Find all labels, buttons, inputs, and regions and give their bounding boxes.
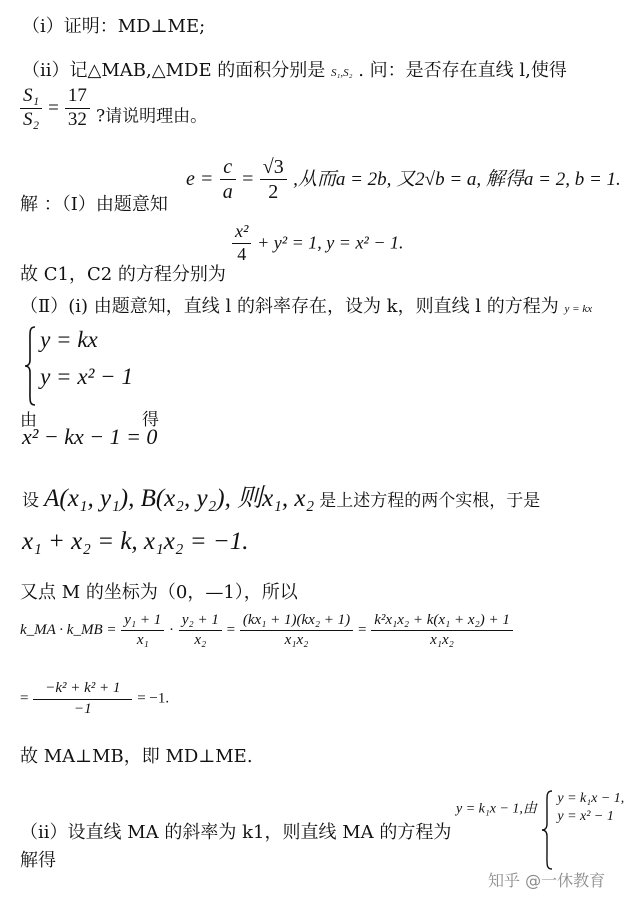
kma-f3-num: (kx₁ + 1)(kx₂ + 1) xyxy=(240,612,353,631)
part2i-text: （Ⅱ）(i) 由题意知，直线 l 的斜率存在，设为 k，则直线 l 的方程为 xyxy=(20,296,559,317)
slope-product-line xyxy=(20,612,513,648)
kma-f3-den: x₁x₂ xyxy=(284,631,309,648)
part2-statement xyxy=(22,56,567,82)
e-root-frac xyxy=(260,156,287,203)
jiede: 解得 xyxy=(20,850,56,871)
ratio-line xyxy=(20,86,207,131)
ratio-eq: = xyxy=(48,97,59,119)
ratio-fraction xyxy=(20,86,42,131)
part2-s1s2: S₁,S₂ xyxy=(331,67,353,79)
sys1-brace-group xyxy=(24,326,133,392)
sys2-brace-group xyxy=(541,790,624,825)
e-root-den: 2 xyxy=(268,181,279,203)
res-num: −k² + k² + 1 xyxy=(33,680,132,700)
kma-frac-2 xyxy=(179,612,222,648)
ratio-val-num: 17 xyxy=(65,86,90,109)
left-brace-icon xyxy=(24,326,36,406)
system-1 xyxy=(20,326,159,430)
perpendicular-conclusion: 故 MA⊥MB，即 MD⊥ME. xyxy=(20,746,253,767)
slope-product-result xyxy=(20,680,169,717)
set-suffix: 是上述方程的两个实根，于是 xyxy=(319,491,541,511)
c-equations xyxy=(232,222,403,265)
kma-f4-den: x₁x₂ xyxy=(430,631,454,648)
e-root-num: √3 xyxy=(260,156,287,180)
sys1-de: 得 xyxy=(142,410,160,431)
kma-eq-2: = xyxy=(357,622,367,638)
watermark: 知乎 @一休教育 xyxy=(488,871,606,890)
sys2-row2: y = x² − 1 xyxy=(557,808,614,824)
c-eq-prefix: 故 C1，C2 的方程分别为 xyxy=(20,264,226,285)
sys2-row1: y = k₁x − 1, xyxy=(557,791,625,806)
kma-eq-1: = xyxy=(226,622,236,638)
c-eq-frac-num: x² xyxy=(232,222,251,244)
kma-f1-den: x₁ xyxy=(136,631,149,648)
m-coordinate: 又点 M 的坐标为（0，—1），所以 xyxy=(20,582,298,603)
part2ii-statement: （ii）设直线 MA 的斜率为 k1，则直线 MA 的方程为 xyxy=(20,822,452,843)
left-brace-icon xyxy=(541,790,553,870)
ratio-value-fraction xyxy=(65,86,90,131)
kma-frac-3 xyxy=(240,612,353,648)
part2i-line: y = kx xyxy=(564,303,593,315)
ratio-tail: ?请说明理由。 xyxy=(95,106,208,127)
kma-dot: · xyxy=(169,622,175,638)
e-eq: = xyxy=(242,168,254,190)
kma-lhs: k_MA · k_MB = xyxy=(20,622,117,638)
res-den: −1 xyxy=(74,700,92,717)
part2-statement-b: . 问：是否存在直线 l,使得 xyxy=(358,60,567,81)
part1-statement: （i）证明：MD⊥ME; xyxy=(22,16,206,37)
kma-f2-num: y₂ + 1 xyxy=(179,612,222,631)
sys1-row2: y = x² − 1 xyxy=(40,363,133,389)
c-eq-frac xyxy=(232,222,251,265)
part2i-statement xyxy=(20,292,592,318)
set-points: A(x₁, y₁), B(x₂, y₂), 则x₁, x₂ xyxy=(44,485,315,512)
c-eq-frac-den: 4 xyxy=(237,243,247,264)
set-prefix: 设 xyxy=(22,491,39,511)
part2-statement-a: （ii）记△MAB,△MDE 的面积分别是 xyxy=(22,60,326,81)
kma-f4-num: k²x₁x₂ + k(x₁ + x₂) + 1 xyxy=(371,612,513,631)
solution-label: 解 ：（Ⅰ）由题意知 xyxy=(20,194,168,215)
ma-line-system xyxy=(456,790,624,825)
kma-frac-4 xyxy=(371,612,513,648)
quadratic-equation: x² − kx − 1 = 0 xyxy=(22,424,158,449)
p2ii-line: y = k₁x − 1,由 xyxy=(456,801,537,817)
e-equation xyxy=(186,156,621,203)
vieta-formulas: x₁ + x₂ = k, x₁x₂ = −1. xyxy=(22,528,249,555)
sys1-you: 由 xyxy=(20,410,37,431)
kma-f1-num: y₁ + 1 xyxy=(121,612,164,631)
res-frac xyxy=(33,680,132,717)
e-frac xyxy=(220,156,236,203)
sys1-row1: y = kx xyxy=(40,327,98,352)
e-lhs: e = xyxy=(186,168,214,190)
res-eq: = xyxy=(20,690,29,707)
kma-f2-den: x₂ xyxy=(194,631,207,648)
kma-frac-1 xyxy=(121,612,164,648)
c-eq-rest: + y² = 1, y = x² − 1. xyxy=(257,232,404,253)
ratio-num: S₁ xyxy=(20,86,42,109)
e-frac-num: c xyxy=(220,156,236,180)
ratio-den: S₂ xyxy=(23,108,40,130)
e-rest: ,从而a = 2b, 又2√b = a, 解得a = 2, b = 1. xyxy=(293,169,621,190)
e-frac-den: a xyxy=(222,181,233,203)
set-points-line xyxy=(22,478,540,514)
ratio-val-den: 32 xyxy=(67,108,87,130)
res-val: = −1. xyxy=(137,690,170,707)
